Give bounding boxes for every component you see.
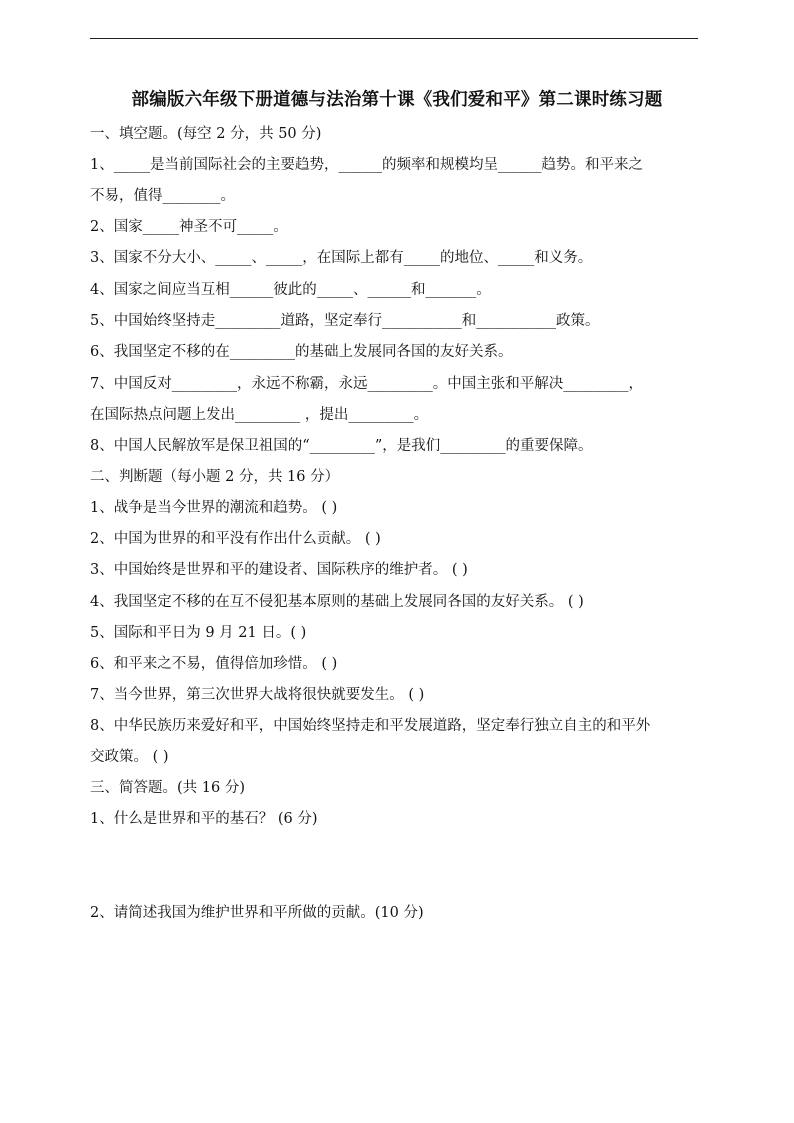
question-line: 1、什么是世界和平的基石？ (6 分): [90, 811, 318, 827]
question-line: 2、请简述我国为维护世界和平所做的贡献。(10 分): [90, 905, 424, 921]
question-line: 在国际热点问题上发出_________ ，提出_________。: [90, 407, 429, 423]
question-line: 8、中国人民解放军是保卫祖国的“_________”，是我们_________的重要保障。: [90, 438, 593, 454]
question-line: 5、国际和平日为 9 月 21 日。( ): [90, 625, 307, 641]
section-heading-short-answer: 三、简答题。(共 16 分): [90, 780, 245, 796]
section-heading-true-false: 二、判断题（每小题 2 分，共 16 分）: [90, 469, 340, 485]
question-line: 4、国家之间应当互相______彼此的_____、______和_______。: [90, 282, 491, 298]
question-line: 3、国家不分大小、_____、_____，在国际上都有_____的地位、_____和义务。: [90, 250, 593, 266]
question-line: 交政策。 ( ): [90, 749, 169, 765]
question-line: 3、中国始终是世界和平的建设者、国际秩序的维护者。 ( ): [90, 562, 468, 578]
question-line: 2、国家_____神圣不可_____。: [90, 219, 288, 235]
question-line: 1、战争是当今世界的潮流和趋势。 ( ): [90, 500, 338, 516]
question-line: 7、当今世界，第三次世界大战将很快就要发生。 ( ): [90, 687, 425, 703]
header-rule: [90, 38, 698, 39]
question-line: 6、我国坚定不移的在_________的基础上发展同各国的友好关系。: [90, 344, 513, 360]
page-title: 部编版六年级下册道德与法治第十课《我们爱和平》第二课时练习题: [131, 90, 663, 110]
section-heading-fill-blank: 一、填空题。(每空 2 分，共 50 分): [90, 126, 322, 142]
question-line: 4、我国坚定不移的在互不侵犯基本原则的基础上发展同各国的友好关系。 ( ): [90, 594, 584, 610]
question-line: 2、中国为世界的和平没有作出什么贡献。 ( ): [90, 531, 381, 547]
question-line: 5、中国始终坚持走_________道路，坚定奉行___________和___________政策。: [90, 313, 600, 329]
question-line: 6、和平来之不易，值得倍加珍惜。 ( ): [90, 656, 338, 672]
question-line: 1、_____是当前国际社会的主要趋势，______的频率和规模均呈______趋势。和平来之: [90, 157, 643, 173]
question-line: 不易，值得________。: [90, 188, 235, 204]
question-line: 7、中国反对_________，永远不称霸，永远_________。中国主张和平解决_________，: [90, 376, 643, 392]
question-line: 8、中华民族历来爱好和平，中国始终坚持走和平发展道路，坚定奉行独立自主的和平外: [90, 718, 651, 734]
